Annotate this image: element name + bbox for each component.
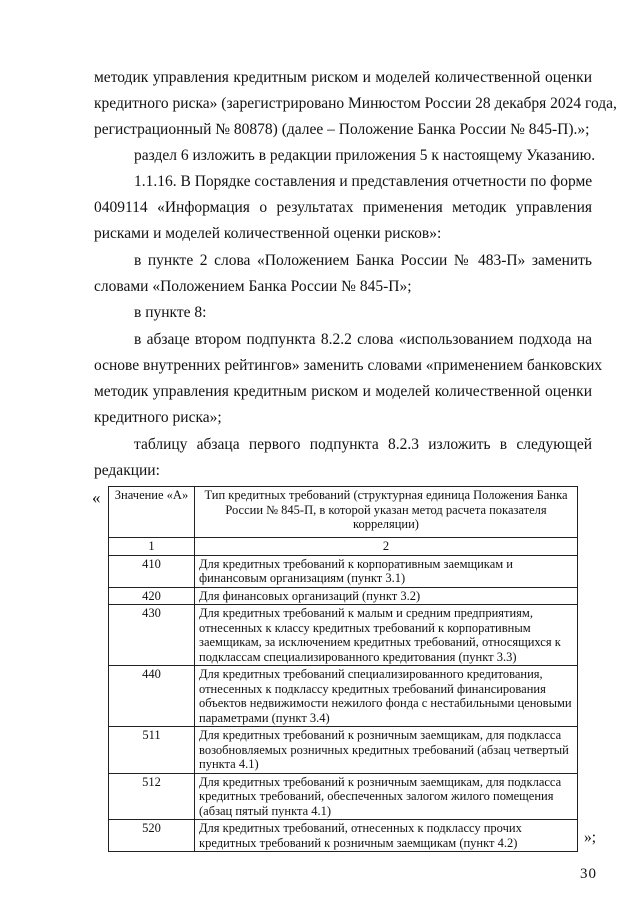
type-cell: Для кредитных требований к розничным заемщикам, для подкласса кредитных требований, обеспеченных залогом жилого помещения (абзац пятый пункта 4.1) xyxy=(195,773,578,820)
value-cell: 420 xyxy=(109,587,195,605)
type-cell: Для кредитных требований к корпоративным заемщикам и финансовым организациям (пункт 3.1) xyxy=(195,555,578,587)
column-number-cell: 2 xyxy=(195,538,578,556)
paragraph-line: основе внутренних рейтингов» заменить словами «применением банковских xyxy=(94,357,603,374)
paragraph-line: методик управления кредитным риском и моделей количественной оценки xyxy=(94,383,592,400)
table-row xyxy=(109,727,578,774)
value-cell: 410 xyxy=(109,555,195,587)
column-number-cell: 1 xyxy=(109,538,195,556)
table-row xyxy=(109,555,578,587)
table-row xyxy=(109,587,578,605)
header-value-cell: Значение «А» xyxy=(109,487,195,538)
value-cell: 512 xyxy=(109,773,195,820)
paragraph-line: раздел 6 изложить в редакции приложения 5 к настоящему Указанию. xyxy=(134,147,596,164)
paragraph-line: таблицу абзаца первого подпункта 8.2.3 изложить в следующей xyxy=(134,436,592,453)
paragraph-line: регистрационный № 80878) (далее – Положение Банка России № 845-П).»; xyxy=(94,121,590,138)
table-row xyxy=(109,773,578,820)
paragraph-line: кредитного риска»; xyxy=(94,409,222,426)
paragraph-line: в абзаце втором подпункта 8.2.2 слова «использованием подхода на xyxy=(134,331,592,348)
value-cell: 520 xyxy=(109,820,195,852)
table-row xyxy=(109,820,578,852)
paragraph-line: 1.1.16. В Порядке составления и представления отчетности по форме xyxy=(134,173,593,190)
paragraph-line: в пункте 8: xyxy=(134,304,207,321)
type-cell: Для кредитных требований к малым и средним предприятиям, отнесенных к классу кредитных требований к корпоративным заемщикам, за исключением кредитных требований, относящихся к подклассам специализированного кредитования (пункт 3.3) xyxy=(195,605,578,666)
table-row xyxy=(109,666,578,727)
closing-quote: »; xyxy=(584,829,597,846)
type-cell: Для кредитных требований к розничным заемщикам, для подкласса возобновляемых розничных кредитных требований (абзац четвертый пункта 4.1) xyxy=(195,727,578,774)
paragraph-line: методик управления кредитным риском и моделей количественной оценки xyxy=(94,69,592,86)
paragraph-line: 0409114 «Информация о результатах применения методик управления xyxy=(94,199,592,216)
paragraph-line: в пункте 2 слова «Положением Банка России № 483-П» заменить xyxy=(134,252,592,269)
value-cell: 430 xyxy=(109,605,195,666)
table-column-number-row xyxy=(109,538,578,556)
type-cell: Для кредитных требований специализированного кредитования, отнесенных к подклассу кредитных требований финансирования объектов недвижимости нежилого фонда с нестабильными ценовыми параметрами (пункт 3.4) xyxy=(195,666,578,727)
value-cell: 440 xyxy=(109,666,195,727)
table-row xyxy=(109,605,578,666)
page-number: 30 xyxy=(580,866,597,882)
paragraph-line: рисками и моделей количественной оценки рисков»: xyxy=(94,225,442,242)
table-header-row xyxy=(109,487,578,538)
paragraph-line: кредитного риска» (зарегистрировано Минюстом России 28 декабря 2024 года, xyxy=(94,95,617,112)
paragraph-line: редакции: xyxy=(94,462,160,479)
credit-requirements-table xyxy=(108,486,578,852)
paragraph-line: словами «Положением Банка России № 845-П»; xyxy=(94,278,412,295)
opening-quote: « xyxy=(92,488,101,507)
header-type-cell: Тип кредитных требований (структурная единица Положения Банка России № 845-П, в которой указан метод расчета показателя корреляции) xyxy=(195,487,578,538)
type-cell: Для кредитных требований, отнесенных к подклассу прочих кредитных требований к розничным заемщикам (пункт 4.2) xyxy=(195,820,578,852)
type-cell: Для финансовых организаций (пункт 3.2) xyxy=(195,587,578,605)
value-cell: 511 xyxy=(109,727,195,774)
